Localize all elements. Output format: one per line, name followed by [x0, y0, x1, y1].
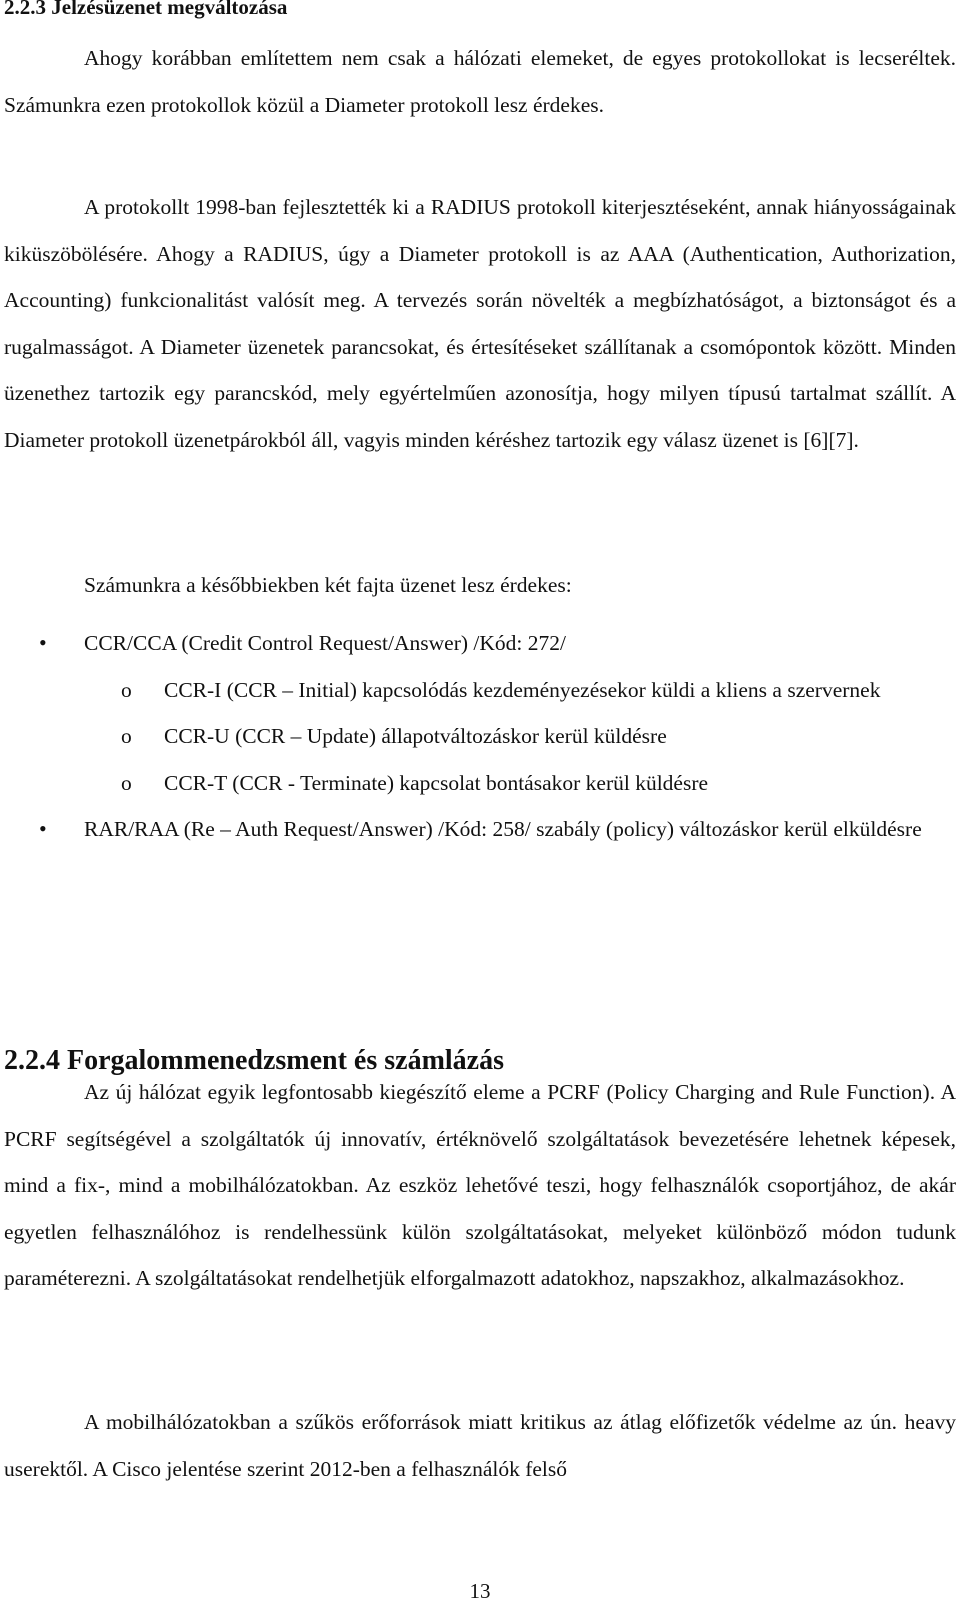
list-subitem-text: CCR-I (CCR – Initial) kapcsolódás kezdeményezésekor küldi a kliens a szervernek [164, 677, 881, 702]
page-number: 13 [469, 1579, 491, 1603]
list-item-ccr-cca [0, 620, 944, 667]
list-subitem-text: CCR-T (CCR - Terminate) kapcsolat bontásakor kerül küldésre [164, 770, 709, 795]
list-subitem-ccr-i [0, 667, 944, 714]
list-item-text: RAR/RAA (Re – Auth Request/Answer) /Kód: 258/ szabály (policy) változáskor kerül elküldésre [84, 817, 922, 841]
bullet-icon: • [39, 816, 47, 841]
list-subitem-ccr-t [0, 760, 944, 807]
message-type-list [0, 620, 960, 853]
list-subitem-text: CCR-U (CCR – Update) állapotváltozáskor kerül küldésre [164, 724, 667, 748]
sub-bullet-icon: o [121, 724, 132, 748]
paragraph-diameter-description: A protokollt 1998-ban fejlesztették ki a RADIUS protokoll kiterjesztéseként, annak hiányosságainak kiküszöbölésére. Ahogy a RADIUS, úgy a Diameter protokoll is az AAA (Authentication, Authorization, Accounting) funkcionalitást valósít meg. A tervezés során növelték a megbízhatóságot, a biztonságot és a rugalmasságot. A Diameter üzenetek parancsokat, és értesítéseket szállítanak a csomópontok között. Minden üzenethez tartozik egy parancskód, mely egyértelműen azonosítja, hogy milyen típusú tartalmat szállít. A Diameter protokoll üzenetpárokból áll, vagyis minden kéréshez tartozik egy válasz üzenet is [6][7]. [4, 195, 956, 452]
paragraph-heavy-users: A mobilhálózatokban a szűkös erőforrások miatt kritikus az átlag előfizetők védelme az ún. heavy userektől. A Cisco jelentése szerint 2012-ben a felhasználók felső [4, 1410, 956, 1481]
sub-bullet-icon: o [121, 677, 132, 702]
paragraph-protocols-replaced: Ahogy korábban említettem nem csak a hálózati elemeket, de egyes protokollokat is lecseréltek. Számunkra ezen protokollok közül a Diameter protokoll lesz érdekes. [4, 46, 956, 117]
section-heading-2-2-4: 2.2.4 Forgalommenedzsment és számlázás [4, 1045, 505, 1076]
paragraph-two-message-types: Számunkra a későbbiekben két fajta üzenet lesz érdekes: [84, 573, 572, 597]
list-item-text: CCR/CCA (Credit Control Request/Answer) /Kód: 272/ [84, 631, 566, 655]
sub-bullet-icon: o [121, 770, 132, 795]
paragraph-pcrf: Az új hálózat egyik legfontosabb kiegészítő eleme a PCRF (Policy Charging and Rule Function). A PCRF segítségével a szolgáltatók új innovatív, értéknövelő szolgáltatások bevezetésére lehetnek képesek, mind a fix-, mind a mobilhálózatokban. Az eszköz lehetővé teszi, hogy felhasználók csoportjához, de akár egyetlen felhasználóhoz is rendelhessünk külön szolgáltatásokat, melyeket különböző módon tudunk paraméterezni. A szolgáltatásokat rendelhetjük elforgalmazott adatokhoz, napszakhoz, alkalmazásokhoz. [4, 1080, 956, 1290]
bullet-icon: • [39, 630, 47, 655]
list-subitem-ccr-u [0, 713, 944, 760]
section-heading-2-2-3: 2.2.3 Jelzésüzenet megváltozása [4, 0, 288, 19]
list-item-rar-raa [0, 806, 944, 853]
